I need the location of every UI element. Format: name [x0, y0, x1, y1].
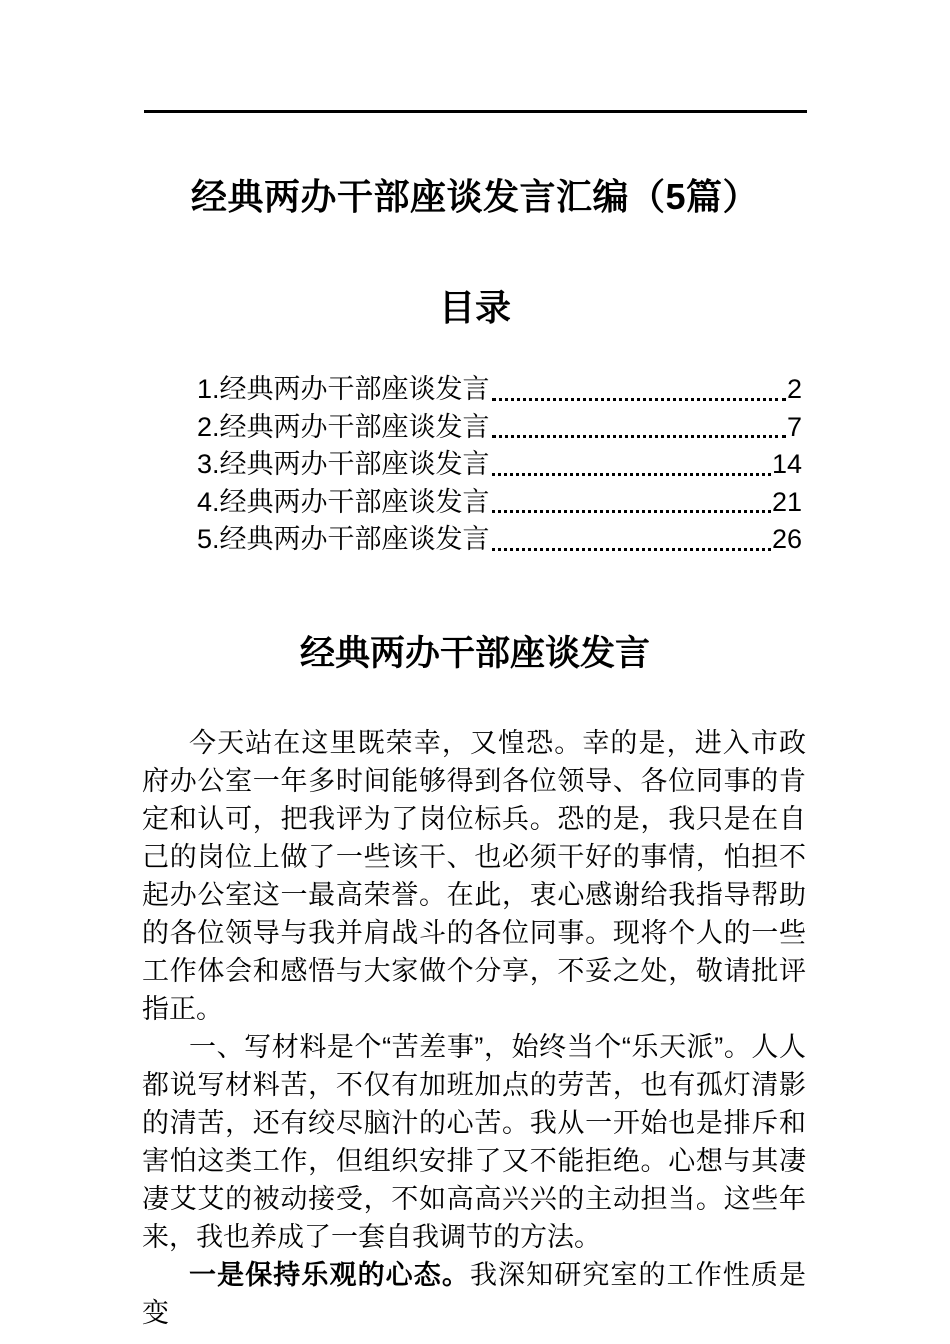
toc-entry[interactable] — [197, 446, 802, 484]
toc-entry-page-number: 14 — [771, 449, 802, 479]
toc-entry-label: 5.经典两办干部座谈发言 — [197, 524, 490, 554]
toc-entry[interactable] — [197, 371, 802, 409]
table-of-contents — [197, 371, 802, 559]
toc-entry-label: 1.经典两办干部座谈发言 — [197, 374, 490, 404]
toc-leader-dots — [492, 510, 771, 513]
paragraph-text: 我深知研究室的工作性质是变 — [142, 1259, 807, 1328]
paragraph-text: 一、写材料是个“苦差事”，始终当个“乐天派”。人人都说写材料苦，不仅有加班加点的劳苦，也有孤灯清影的清苦，还有绞尽脑汁的心苦。我从一开始也是排斥和害怕这类工作，但组织安排了又不能拒绝。心想与其凄凄艾艾的被动接受，不如高高兴兴的主动担当。这些年来，我也养成了一套自我调节的方法。 — [142, 1031, 806, 1252]
section-heading: 经典两办干部座谈发言 — [299, 633, 650, 673]
toc-entry[interactable] — [197, 484, 802, 522]
toc-leader-dots — [492, 435, 786, 438]
toc-entry-label: 4.经典两办干部座谈发言 — [197, 486, 490, 517]
toc-entry-page-number: 26 — [771, 524, 802, 554]
body-paragraph — [142, 1256, 806, 1332]
document-body — [142, 724, 806, 1332]
body-paragraph — [142, 1028, 806, 1256]
toc-entry-label: 3.经典两办干部座谈发言 — [197, 449, 490, 479]
toc-entry-page-number: 7 — [786, 411, 802, 442]
toc-entry-page-number: 2 — [786, 374, 802, 404]
document-title: 经典两办干部座谈发言汇编（5篇） — [190, 176, 760, 217]
paragraph-lead-text: 一是保持乐观的心态。 — [189, 1259, 470, 1290]
body-paragraph — [142, 724, 806, 1028]
toc-entry[interactable] — [197, 521, 802, 559]
toc-entry-page-number: 21 — [771, 486, 802, 517]
paragraph-text: 今天站在这里既荣幸，又惶恐。幸的是，进入市政府办公室一年多时间能够得到各位领导、各位同事的肯定和认可，把我评为了岗位标兵。恐的是，我只是在自己的岗位上做了一些该干、也必须干好的事情，怕担不起办公室这一最高荣誉。在此，衷心感谢给我指导帮助的各位领导与我并肩战斗的各位同事。现将个人的一些工作体会和感悟与大家做个分享，不妥之处，敬请批评指正。 — [142, 727, 806, 1024]
toc-entry[interactable] — [197, 409, 802, 447]
toc-leader-dots — [492, 473, 771, 476]
header-divider — [144, 110, 807, 113]
toc-leader-dots — [492, 548, 771, 551]
toc-leader-dots — [492, 398, 786, 401]
toc-entry-label: 2.经典两办干部座谈发言 — [197, 411, 490, 442]
toc-heading: 目录 — [438, 287, 511, 328]
